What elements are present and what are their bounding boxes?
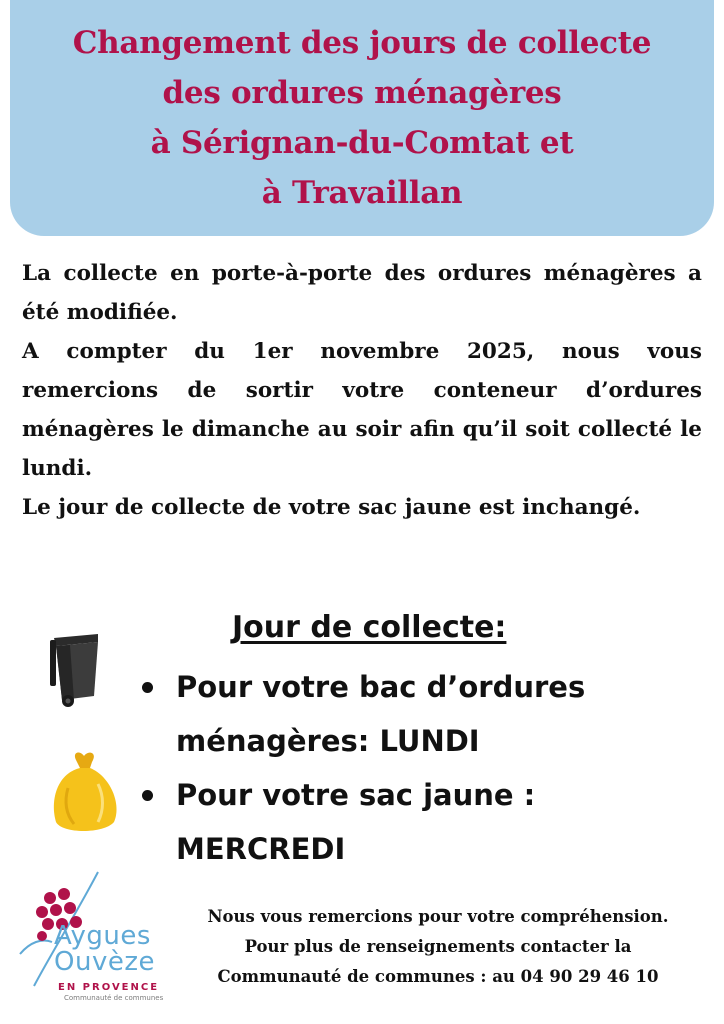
logo-name-line1: Aygues [54,921,151,951]
footer-line: Pour plus de renseignements contacter la [244,937,632,956]
paragraph: A compter du 1er novembre 2025, nous vous remercions de sortir votre conteneur d’ordures ménagères le dimanche au soir afin qu’il soit collecté le lundi. [22,339,702,481]
paragraph: Le jour de collecte de votre sac jaune est inchangé. [22,495,641,520]
schedule-item-bag: Pour votre sac jaune : MERCREDI [176,778,536,866]
logo-subtitle: Communauté de communes [64,994,164,1002]
contact-footer [178,902,698,992]
aygues-ouveze-logo [12,868,172,1018]
announcement-body [22,254,702,527]
trash-bin-icon [44,628,106,714]
title-line: des ordures ménagères [162,75,562,111]
title-line: à Travaillan [261,175,463,211]
logo-name-line2: Ouvèze [54,947,155,977]
bullet-dot [142,682,153,693]
list-item [136,768,696,876]
paragraph: La collecte en porte-à-porte des ordures ménagères a été modifiée. [22,261,702,325]
footer-line: Communauté de communes : au 04 90 29 46 10 [217,967,659,986]
yellow-bag-icon [46,748,124,840]
list-item [136,660,696,768]
collection-day-title: Jour de collecte: [232,610,507,645]
footer-line: Nous vous remercions pour votre compréhension. [207,907,669,926]
schedule-list [136,660,696,876]
logo-tagline: EN PROVENCE [58,982,160,993]
title-line: à Sérignan-du-Comtat et [150,125,574,161]
schedule-item-bin: Pour votre bac d’ordures ménagères: LUNDI [176,670,586,758]
title-line: Changement des jours de collecte [72,25,652,61]
bullet-dot [142,790,153,801]
title-banner [10,0,714,236]
